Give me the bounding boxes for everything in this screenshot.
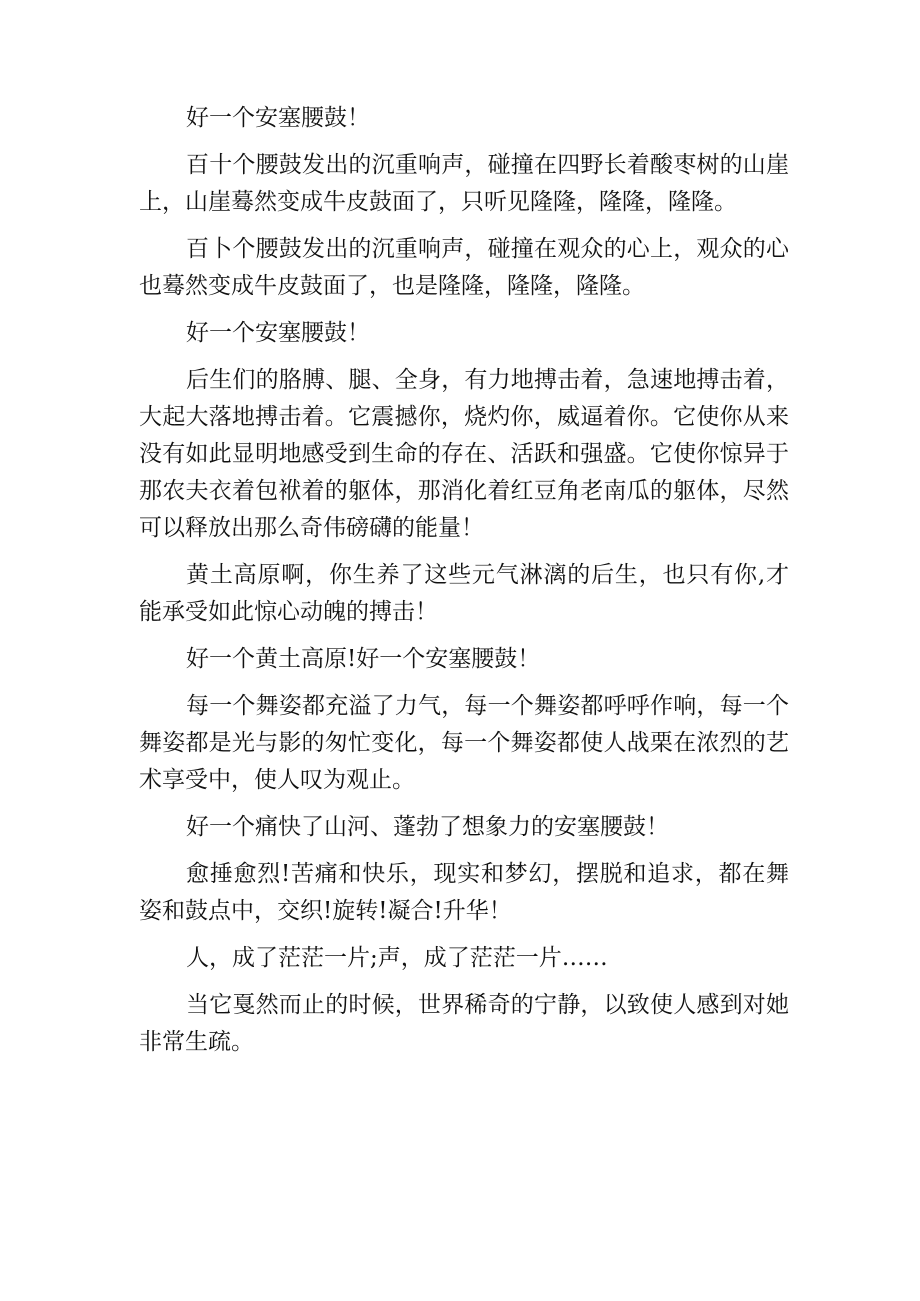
paragraph-4: 好一个安塞腰鼓！: [186, 320, 370, 346]
paragraph-5: 后生们的胳膊、腿、全身，有力地搏击着，急速地搏击着，大起大落地搏击着。它震撼你，烧灼你，威逼着你。它使你从来没有如此显明地感受到生命的存在、活跃和强盛。它使你惊异于那农夫衣着包袱着的躯体，那消化着红豆角老南瓜的躯体，尽然可以释放出那么奇伟磅礴的能量！: [139, 367, 789, 541]
paragraph-2: 百十个腰鼓发出的沉重响声，碰撞在四野长着酸枣树的山崖上，山崖蓦然变成牛皮鼓面了，只听见隆隆，隆隆，隆隆。: [139, 152, 789, 215]
paragraph-8: 每一个舞姿都充溢了力气，每一个舞姿都呼呼作响，每一个舞姿都是光与影的匆忙变化，每一个舞姿都使人战栗在浓烈的艺术享受中，使人叹为观止。: [139, 693, 789, 793]
paragraph-9: 好一个痛快了山河、蓬勃了想象力的安塞腰鼓！: [186, 814, 669, 840]
paragraph-7: 好一个黄土高原!好一个安塞腰鼓！: [186, 646, 541, 672]
document-body: [139, 100, 789, 1071]
paragraph-10: 愈捶愈烈!苦痛和快乐，现实和梦幻，摆脱和追求，都在舞姿和鼓点中，交织!旋转!凝合!升华！: [139, 861, 789, 924]
paragraph-12: 当它戛然而止的时候，世界稀奇的宁静，以致使人感到对她非常生疏。: [139, 992, 789, 1055]
paragraph-1: 好一个安塞腰鼓！: [186, 105, 370, 131]
paragraph-3: 百卜个腰鼓发出的沉重响声，碰撞在观众的心上，观众的心也蓦然变成牛皮鼓面了，也是隆隆，隆隆，隆隆。: [139, 236, 789, 299]
paragraph-11: 人，成了茫茫一片;声，成了茫茫一片……: [186, 945, 608, 971]
paragraph-6: 黄土高原啊，你生养了这些元气淋漓的后生，也只有你,才能承受如此惊心动魄的搏击！: [139, 562, 789, 625]
